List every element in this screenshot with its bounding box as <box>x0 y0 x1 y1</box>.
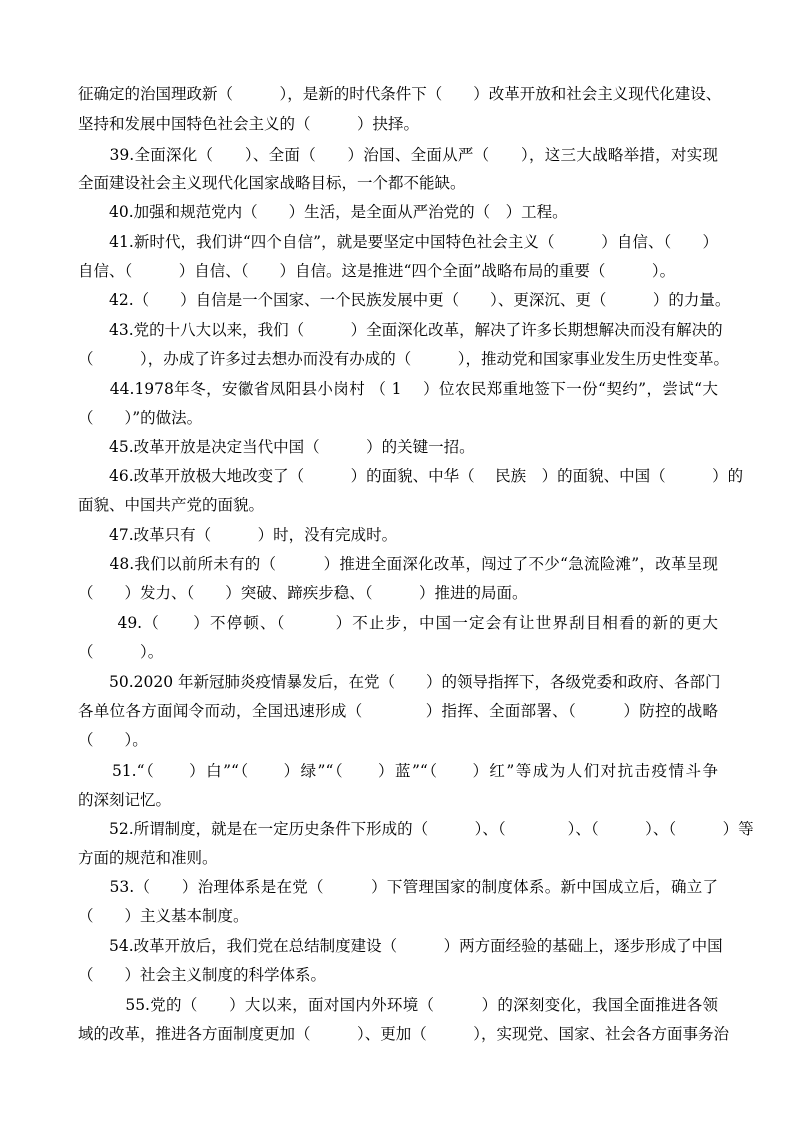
text-line: 46.改革开放极大地改变了（ ）的面貌、中华（ 民族 ）的面貌、中国（ ）的 <box>78 467 744 485</box>
text-line: （ ）发力、（ ）突破、蹄疾步稳、（ ）推进的局面。 <box>78 584 528 602</box>
text-line: 47.改革只有（ ）时，没有完成时。 <box>78 526 398 544</box>
text-line: 49.（ ）不停顿、（ ）不止步，中国一定会有让世界刮目相看的新的更大 <box>78 614 718 632</box>
text-line: 43.党的十八大以来，我们（ ）全面深化改革，解决了许多长期想解决而没有解决的 <box>78 321 723 339</box>
text-line: 51.“（ ）白”“（ ）绿”“（ ）蓝”“（ ）红”等成为人们对抗击疫情斗争 <box>78 762 718 780</box>
text-line: 域的改革，推进各方面制度更加（ ）、更加（ ），实现党、国家、社会各方面事务治 <box>78 1025 730 1043</box>
text-line: 全面建设社会主义现代化国家战略目标，一个都不能缺。 <box>78 174 466 192</box>
text-line: 44.1978年冬，安徽省凤阳县小岗村 （ 1 ）位农民郑重地签下一份“契约”，尝试“大 <box>78 380 718 398</box>
text-line: 方面的规范和准则。 <box>78 849 218 867</box>
text-line: 的深刻记忆。 <box>78 791 172 809</box>
text-line: （ ）”的做法。 <box>78 409 203 427</box>
text-line: 42.（ ）自信是一个国家、一个民族发展中更（ ）、更深沉、更（ ）的力量。 <box>78 291 731 309</box>
text-line: （ ），办成了许多过去想办而没有办成的（ ），推动党和国家事业发生历史性变革。 <box>78 350 730 368</box>
text-line: （ ）社会主义制度的科学体系。 <box>78 966 327 984</box>
text-line: （ ）。 <box>78 643 164 661</box>
text-line: 41.新时代，我们讲“四个自信”，就是要坚定中国特色社会主义（ ）自信、（ ） <box>78 233 718 251</box>
text-line: 各单位各方面闻令而动，全国迅速形成（ ）指挥、全面部署、（ ）防控的战略 <box>78 702 718 720</box>
text-line: 坚持和发展中国特色社会主义的（ ）抉择。 <box>78 115 420 133</box>
text-line: 55.党的（ ）大以来，面对国内外环境（ ）的深刻变化，我国全面推进各领 <box>78 996 718 1014</box>
text-line: 自信、（ ）自信、（ ）自信。这是推进“四个全面”战略布局的重要（ ）。 <box>78 262 676 280</box>
text-line: 48.我们以前所未有的（ ）推进全面深化改革，闯过了不少“急流险滩”，改革呈现 <box>78 555 718 573</box>
text-line: 40.加强和规范党内（ ）生活，是全面从严治党的（ ）工程。 <box>78 203 568 221</box>
text-line: （ ）主义基本制度。 <box>78 907 249 925</box>
text-line: 45.改革开放是决定当代中国（ ）的关键一招。 <box>78 438 475 456</box>
text-line: 54.改革开放后，我们党在总结制度建设（ ）两方面经验的基础上，逐步形成了中国 <box>78 937 723 955</box>
text-line: 面貌、中国共产党的面貌。 <box>78 496 265 514</box>
text-line: 39.全面深化（ ）、全面（ ）治国、全面从严（ ），这三大战略举措，对实现 <box>78 146 718 164</box>
text-line: 50.2020 年新冠肺炎疫情暴发后，在党（ ）的领导指挥下，各级党委和政府、各部门 <box>78 673 721 691</box>
text-line: 52.所谓制度，就是在一定历史条件下形成的（ ）、（ ）、（ ）、（ ）等 <box>78 820 754 838</box>
text-line: 征确定的治国理政新（ ），是新的时代条件下（ ）改革开放和社会主义现代化建设、 <box>78 85 722 103</box>
text-line: （ ）。 <box>78 731 148 749</box>
text-line: 53.（ ）治理体系是在党（ ）下管理国家的制度体系。新中国成立后，确立了 <box>78 878 718 896</box>
